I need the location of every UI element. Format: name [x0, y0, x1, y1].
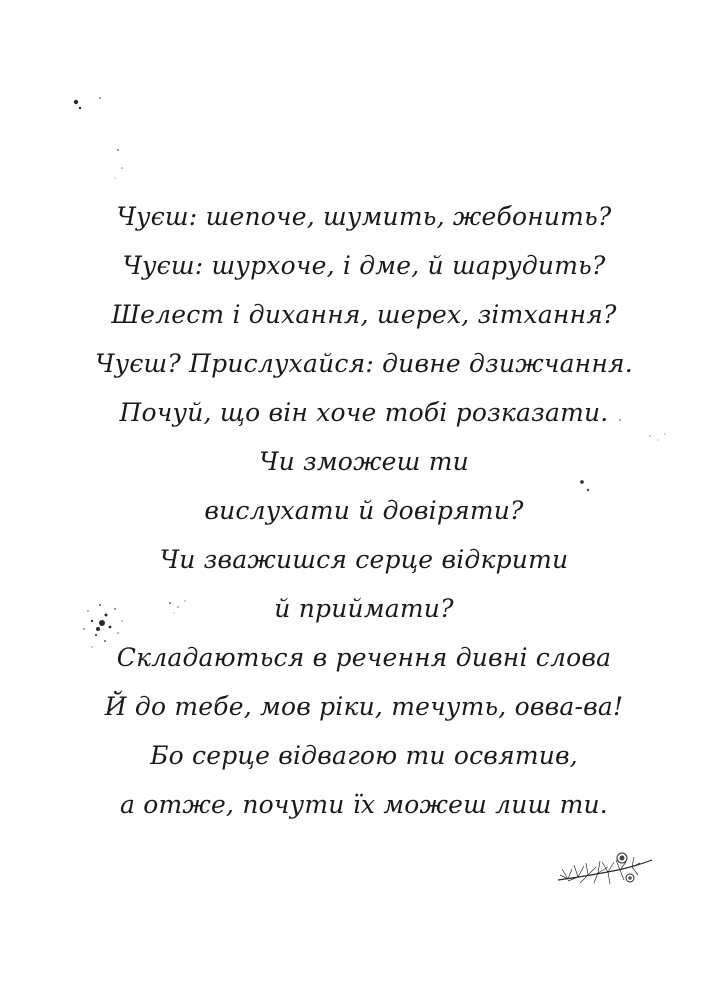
poem-line: Чуєш: шурхоче, і дме, й шарудить? [122, 251, 606, 280]
poem-line: а отже, почути їх можеш лиш ти. [120, 790, 608, 819]
poem-line: Чуєш? Прислухайся: дивне дзижчання. [95, 349, 633, 378]
ink-speckle-top-left-icon [60, 88, 140, 188]
poem-line: Складаються в речення дивні слова [116, 643, 612, 672]
poem-line: Бо серце відвагою ти освятив, [150, 741, 578, 770]
poem [0, 192, 728, 829]
poem-line: Чи зможеш ти [259, 447, 469, 476]
poem-line: й приймати? [274, 594, 454, 623]
poem-line: Шелест і дихання, шерех, зітхання? [111, 300, 617, 329]
pine-branch-icon [548, 842, 668, 902]
poem-line: вислухати й довіряти? [204, 496, 524, 525]
poem-line: Чуєш: шепоче, шумить, жебонить? [116, 202, 612, 231]
poem-line: Й до тебе, мов ріки, течуть, овва-ва! [104, 692, 624, 721]
poem-line: Чи зважишся серце відкрити [159, 545, 569, 574]
poem-line: Почуй, що він хоче тобі розказати. [119, 398, 609, 427]
